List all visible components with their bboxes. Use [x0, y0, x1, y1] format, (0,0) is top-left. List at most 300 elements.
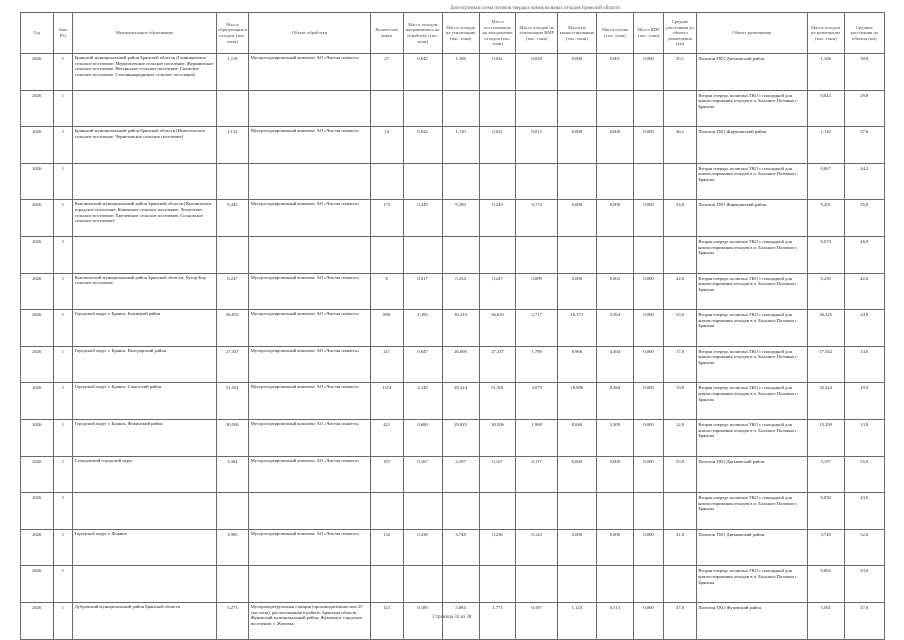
cell-zone: 1 — [53, 90, 73, 127]
cell-m7: 0,000 — [633, 383, 663, 420]
cell-m6: 4,494 — [596, 346, 633, 383]
cell-m7 — [633, 566, 663, 603]
cell-cnt: 175 — [370, 200, 403, 237]
cell-d2: 19,0 — [844, 383, 884, 420]
cell-mass: 1,110 — [216, 54, 249, 91]
cell-m6 — [596, 90, 633, 127]
cell-obj: Мусоросортировочный комплекс АО «Чистая планета» — [249, 456, 371, 493]
cell-m3: 27,337 — [479, 346, 516, 383]
cell-obj: Мусоросортировочный комплекс АО «Чистая планета» — [249, 273, 371, 310]
table-row — [21, 54, 885, 91]
cell-d1: 12,0 — [664, 419, 697, 456]
cell-d2: 30,8 — [844, 54, 884, 91]
cell-m2 — [442, 566, 479, 603]
cell-m5 — [557, 236, 596, 273]
cell-mo: Городской округ г. Брянск, Советский район — [73, 383, 216, 420]
cell-m5: 0,000 — [557, 127, 596, 164]
cell-m3 — [479, 493, 516, 530]
cell-d1: 55,0 — [664, 456, 697, 493]
cell-m5: 0,000 — [557, 54, 596, 91]
cell-year: 2026 — [21, 127, 54, 164]
cell-m4 — [516, 163, 557, 200]
cell-m8: 17,342 — [807, 346, 844, 383]
table-row — [21, 419, 885, 456]
cell-d1 — [664, 236, 697, 273]
cell-d1: 23,0 — [664, 310, 697, 347]
cell-m7: 0,000 — [633, 529, 663, 566]
cell-d2: 47,0 — [844, 602, 884, 639]
cell-d1: 46,1 — [664, 127, 697, 164]
cell-m7: 0,000 — [633, 310, 663, 347]
cell-m3 — [479, 236, 516, 273]
cell-obj: Мусоросортировочный комплекс АО «Чистая планета» — [249, 54, 371, 91]
cell-m5 — [557, 90, 596, 127]
cell-m7: 0,000 — [633, 273, 663, 310]
cell-year: 2026 — [21, 310, 54, 347]
cell-m5: 0,000 — [557, 456, 596, 493]
cell-m4: 3,070 — [516, 383, 557, 420]
cell-m5: 8,846 — [557, 419, 596, 456]
cell-m1 — [403, 90, 442, 127]
cell-d2: 55,0 — [844, 456, 884, 493]
table-row — [21, 163, 885, 200]
cell-m5: 0,000 — [557, 200, 596, 237]
cell-mass: 5,273 — [216, 602, 249, 639]
waste-flow-table — [20, 12, 885, 640]
cell-m7: 0,000 — [633, 54, 663, 91]
cell-m8: 15,299 — [807, 419, 844, 456]
column-header: Масса отходов на утилизацию ВМР (тыс. тонн) — [516, 13, 557, 54]
cell-d1 — [664, 566, 697, 603]
cell-m8: 0,050 — [807, 493, 844, 530]
cell-m7: 0,000 — [633, 127, 663, 164]
cell-m3: 1,773 — [479, 602, 516, 639]
table-header — [21, 13, 885, 54]
cell-m6: 5,309 — [596, 419, 633, 456]
cell-m8: 1,106 — [807, 54, 844, 91]
cell-m6 — [596, 236, 633, 273]
cell-mass — [216, 90, 249, 127]
cell-year: 2026 — [21, 566, 54, 603]
cell-m6 — [596, 163, 633, 200]
cell-m6 — [596, 566, 633, 603]
cell-m2: 5,084 — [442, 602, 479, 639]
cell-m1 — [403, 566, 442, 603]
cell-m3: 0,022 — [479, 127, 516, 164]
cell-zone: 1 — [53, 200, 73, 237]
cell-zone: 1 — [53, 383, 73, 420]
cell-mass: 27,337 — [216, 346, 249, 383]
cell-cnt — [370, 566, 403, 603]
cell-d1: 17,0 — [664, 346, 697, 383]
cell-d1: 19,0 — [664, 383, 697, 420]
cell-m4: 1,789 — [516, 346, 557, 383]
cell-m8: 32,324 — [807, 383, 844, 420]
cell-m8: 0,067 — [807, 163, 844, 200]
cell-m1 — [403, 163, 442, 200]
cell-zone: 1 — [53, 273, 73, 310]
cell-dest: Вторая очередь полигона ТКО с площадкой для компостирования отходов в п. Большое Полпино г. Брянска — [696, 566, 807, 603]
cell-cnt: 14 — [370, 127, 403, 164]
cell-m2: 3,197 — [442, 456, 479, 493]
cell-d1: 47,0 — [664, 602, 697, 639]
cell-m1: 0,167 — [403, 456, 442, 493]
cell-m8: 36,325 — [807, 310, 844, 347]
cell-m6: 0,000 — [596, 456, 633, 493]
cell-d2: 37,6 — [844, 127, 884, 164]
cell-cnt: 8 — [370, 273, 403, 310]
cell-d2: 24,8 — [844, 310, 884, 347]
cell-cnt: 411 — [370, 346, 403, 383]
cell-m8: 3,748 — [807, 529, 844, 566]
cell-year: 2026 — [21, 383, 54, 420]
cell-m3: 30,506 — [479, 419, 516, 456]
cell-m6: 0,001 — [596, 54, 633, 91]
cell-m3: 0,247 — [479, 273, 516, 310]
table-row — [21, 456, 885, 493]
cell-d1 — [664, 90, 697, 127]
cell-cnt — [370, 163, 403, 200]
cell-cnt: 890 — [370, 310, 403, 347]
cell-year: 2026 — [21, 346, 54, 383]
cell-mass: 36,635 — [216, 310, 249, 347]
cell-m5 — [557, 493, 596, 530]
cell-d1: 42,0 — [664, 273, 697, 310]
cell-mass — [216, 493, 249, 530]
cell-m7 — [633, 493, 663, 530]
cell-m4 — [516, 493, 557, 530]
cell-m6: 0,000 — [596, 200, 633, 237]
cell-m1 — [403, 493, 442, 530]
table-banner: Долгосрочная схема потоков твердых коммунальных отходов Брянской области — [450, 6, 620, 11]
cell-m8: 0,043 — [807, 90, 844, 127]
cell-m1: 0,189 — [403, 602, 442, 639]
cell-cnt: 121 — [370, 602, 403, 639]
cell-m7: 0,000 — [633, 456, 663, 493]
cell-obj — [249, 90, 371, 127]
cell-dest: Полигон ТКО Дятьковский район — [696, 54, 807, 91]
cell-m8: 5,561 — [807, 602, 844, 639]
cell-mo — [73, 236, 216, 273]
cell-obj — [249, 493, 371, 530]
cell-m6: 0,000 — [596, 127, 633, 164]
cell-m6 — [596, 493, 633, 530]
cell-m1: 0,236 — [403, 529, 442, 566]
column-header: Зона РО — [53, 13, 73, 54]
cell-m7: 0,000 — [633, 200, 663, 237]
cell-year: 2026 — [21, 419, 54, 456]
cell-m5: 0,000 — [557, 529, 596, 566]
column-header: Масса поступающих на захоронение отходов (тыс. тонн) — [479, 13, 516, 54]
table-row — [21, 493, 885, 530]
cell-dest: Вторая очередь полигона ТКО с площадкой для компостирования отходов в п. Большое Полпино г. Брянска — [696, 236, 807, 273]
cell-zone: 1 — [53, 127, 73, 164]
cell-mo — [73, 566, 216, 603]
cell-d2: 13,0 — [844, 419, 884, 456]
cell-mo: Городской округ г. Брянск, Бежицкий район — [73, 310, 216, 347]
cell-m3: 0,042 — [479, 54, 516, 91]
cell-m1: 0,647 — [403, 346, 442, 383]
cell-d2: 43,0 — [844, 493, 884, 530]
cell-m2 — [442, 90, 479, 127]
cell-m7 — [633, 236, 663, 273]
cell-dest: Вторая очередь полигона ТКО с площадкой для компостирования отходов в п. Большое Полпино г. Брянска — [696, 419, 807, 456]
cell-m7: 0,000 — [633, 419, 663, 456]
table-row — [21, 236, 885, 273]
cell-dest: Полигон ТКО Дятьковский район — [696, 456, 807, 493]
cell-m4: 0,117 — [516, 456, 557, 493]
cell-d2: 29,8 — [844, 90, 884, 127]
cell-zone: 1 — [53, 346, 73, 383]
cell-d1: 45,1 — [664, 54, 697, 91]
cell-year: 2026 — [21, 493, 54, 530]
cell-d2: 43,0 — [844, 566, 884, 603]
cell-dest: Полигон ТКО Жуковский район — [696, 602, 807, 639]
cell-year: 2026 — [21, 90, 54, 127]
cell-m1: 0,680 — [403, 419, 442, 456]
cell-obj — [249, 163, 371, 200]
cell-cnt: 27 — [370, 54, 403, 91]
cell-m7: 0,000 — [633, 346, 663, 383]
cell-m1 — [403, 236, 442, 273]
cell-zone: 1 — [53, 163, 73, 200]
cell-dest: Полигон ТКО Жирятинский район — [696, 127, 807, 164]
cell-dest: Полигон ТКО Дятьковский район — [696, 529, 807, 566]
cell-mass — [216, 566, 249, 603]
cell-d2: 46,9 — [844, 236, 884, 273]
cell-m5 — [557, 566, 596, 603]
column-header: Год — [21, 13, 54, 54]
cell-d1 — [664, 163, 697, 200]
cell-d1: 41,0 — [664, 529, 697, 566]
column-header: Средние расстояния до объекта (км) — [844, 13, 884, 54]
column-header: Муниципальное образование — [73, 13, 216, 54]
cell-d1: 34,0 — [664, 200, 697, 237]
cell-m2: 1,106 — [442, 54, 479, 91]
cell-mo — [73, 163, 216, 200]
cell-mass: 1,132 — [216, 127, 249, 164]
cell-m5: 8,966 — [557, 346, 596, 383]
cell-dest: Вторая очередь полигона ТКО с площадкой для компостирования отходов в п. Большое Полпино г. Брянска — [696, 273, 807, 310]
column-header: Количество ячеек — [370, 13, 403, 54]
table-row — [21, 127, 885, 164]
cell-zone: 1 — [53, 493, 73, 530]
cell-m6: 8,484 — [596, 383, 633, 420]
column-header: Масса образующихся отходов (тыс. тонн) — [216, 13, 249, 54]
cell-m6: 0,000 — [596, 529, 633, 566]
cell-cnt: 107 — [370, 456, 403, 493]
cell-dest: Вторая очередь полигона ТКО с площадкой для компостирования отходов в п. Большое Полпино г. Брянска — [696, 310, 807, 347]
cell-m4: 0,013 — [516, 127, 557, 164]
cell-mo: Выгоничский муниципальный район Брянской области (Выгоничское городское поселение, Кокинское сельское поселение, Лопушское сельское поселение, Хмелевское сельское поселение, Сосновское сельское поселение) — [73, 200, 216, 237]
table-row — [21, 383, 885, 420]
cell-m5: 1,125 — [557, 602, 596, 639]
cell-m3: 0,249 — [479, 200, 516, 237]
cell-dest: Вторая очередь полигона ТКО с площадкой для компостирования отходов в п. Большое Полпино г. Брянска — [696, 493, 807, 530]
cell-obj — [249, 566, 371, 603]
table-row — [21, 602, 885, 639]
cell-m2: 29,825 — [442, 419, 479, 456]
column-header: Средние расстояния до объекта размещения (км) — [664, 13, 697, 54]
cell-obj: Мусоросортировочный комплекс АО «Чистая планета» — [249, 127, 371, 164]
cell-m2 — [442, 236, 479, 273]
table-row — [21, 566, 885, 603]
cell-cnt — [370, 493, 403, 530]
cell-year: 2026 — [21, 163, 54, 200]
cell-year: 2026 — [21, 236, 54, 273]
cell-m5: 16,371 — [557, 310, 596, 347]
cell-m1: 0,042 — [403, 54, 442, 91]
cell-m8: 1,110 — [807, 127, 844, 164]
cell-zone: 1 — [53, 54, 73, 91]
column-header: Масса отсева (тыс. тонн) — [596, 13, 633, 54]
table-row — [21, 90, 885, 127]
column-header: Масса отходов на размещение (тыс. тонн) — [807, 13, 844, 54]
cell-mo: Дубровский муниципальный район Брянской области — [73, 602, 216, 639]
column-header: Масса на компостирование (тыс. тонн) — [557, 13, 596, 54]
cell-d2: 32,0 — [844, 529, 884, 566]
cell-mo: Брянский муниципальный район Брянской области (Новосельское сельское поселение, Чернетовское сельское поселение) — [73, 127, 216, 164]
cell-mo: Брянский муниципальный район Брянской области (Глинищевское сельское поселение, Меркульевское сельское поселение, Журиничское сельское поселение, Нетьинское сельское поселение, Снежское сельское поселение, Стекляннорадицкое сельское поселение) — [73, 54, 216, 91]
cell-m2: 35,243 — [442, 310, 479, 347]
cell-dest: Вторая очередь полигона ТКО с площадкой для компостирования отходов в п. Большое Полпино г. Брянска — [696, 90, 807, 127]
cell-m1: 2,149 — [403, 383, 442, 420]
cell-obj: Мусороперегрузочная станция (производительностью 25 тыс.тонн), расположенная в районе: Брянская область, Жуковский муниципальный район, Жуковское городское поселение, г. Жуковка — [249, 602, 371, 639]
column-header: Объект размещения — [696, 13, 807, 54]
cell-d2: 14,0 — [844, 346, 884, 383]
cell-zone: 1 — [53, 236, 73, 273]
cell-m7 — [633, 163, 663, 200]
cell-mass: 3,364 — [216, 456, 249, 493]
cell-mo: Городской округ г. Фокино — [73, 529, 216, 566]
cell-zone: 1 — [53, 310, 73, 347]
cell-d2: 42,0 — [844, 273, 884, 310]
cell-m4 — [516, 90, 557, 127]
cell-d1 — [664, 493, 697, 530]
cell-zone: 1 — [53, 566, 73, 603]
cell-m8: 0,062 — [807, 566, 844, 603]
cell-year: 2026 — [21, 529, 54, 566]
cell-m6: 5,564 — [596, 310, 633, 347]
cell-m8: 0,230 — [807, 273, 844, 310]
cell-mo: Сельцовский городской округ — [73, 456, 216, 493]
cell-m3: 0,236 — [479, 529, 516, 566]
cell-m3 — [479, 90, 516, 127]
cell-m4: 2,717 — [516, 310, 557, 347]
cell-year: 2026 — [21, 54, 54, 91]
cell-zone: 1 — [53, 419, 73, 456]
cell-mass — [216, 236, 249, 273]
cell-obj: Мусоросортировочный комплекс АО «Чистая планета» — [249, 310, 371, 347]
cell-mass: 9,445 — [216, 200, 249, 237]
cell-m4: 0,174 — [516, 200, 557, 237]
table-row — [21, 529, 885, 566]
cell-cnt: 132 — [370, 529, 403, 566]
cell-m4: 1,968 — [516, 419, 557, 456]
cell-m3 — [479, 163, 516, 200]
cell-m5 — [557, 163, 596, 200]
cell-m5: 0,000 — [557, 273, 596, 310]
cell-obj: Мусоросортировочный комплекс АО «Чистая планета» — [249, 419, 371, 456]
cell-m3: 36,635 — [479, 310, 516, 347]
cell-cnt: 421 — [370, 419, 403, 456]
cell-m3: 51,501 — [479, 383, 516, 420]
cell-m7: 0,000 — [633, 602, 663, 639]
cell-m2: 0,234 — [442, 273, 479, 310]
cell-cnt — [370, 90, 403, 127]
cell-m2: 49,324 — [442, 383, 479, 420]
cell-m3: 0,167 — [479, 456, 516, 493]
cell-m4 — [516, 236, 557, 273]
cell-m7 — [633, 90, 663, 127]
cell-zone: 1 — [53, 602, 73, 639]
cell-obj: Мусоросортировочный комплекс АО «Чистая планета» — [249, 383, 371, 420]
cell-year: 2026 — [21, 602, 54, 639]
cell-dest: Вторая очередь полигона ТКО с площадкой для компостирования отходов в п. Большое Полпино г. Брянска — [696, 346, 807, 383]
cell-m4: 0,187 — [516, 602, 557, 639]
cell-dest: Полигон ТКО Жирятинский район — [696, 200, 807, 237]
cell-m4: 0,020 — [516, 54, 557, 91]
cell-m5: 18,806 — [557, 383, 596, 420]
cell-m2: 1,110 — [442, 127, 479, 164]
cell-m8: 0,073 — [807, 236, 844, 273]
column-header: Масса отходов на утилизацию (тыс. тонн) — [442, 13, 479, 54]
table-body — [21, 54, 885, 640]
cell-m4: 0,009 — [516, 273, 557, 310]
cell-m2: 3,748 — [442, 529, 479, 566]
column-header: Масса отходов направляемых на обработку (тыс. тонн) — [403, 13, 442, 54]
table-row — [21, 273, 885, 310]
cell-obj: Мусоросортировочный комплекс АО «Чистая планета» — [249, 346, 371, 383]
cell-m2: 26,690 — [442, 346, 479, 383]
cell-m6: 0,002 — [596, 273, 633, 310]
cell-d2: 44,2 — [844, 163, 884, 200]
column-header: Объект обработки — [249, 13, 371, 54]
cell-mass: 30,506 — [216, 419, 249, 456]
cell-mass: 51,501 — [216, 383, 249, 420]
cell-m8: 3,197 — [807, 456, 844, 493]
cell-year: 2026 — [21, 273, 54, 310]
table-row — [21, 200, 885, 237]
cell-mass: 0,247 — [216, 273, 249, 310]
cell-dest: Вторая очередь полигона ТКО с площадкой для компостирования отходов в п. Большое Полпино г. Брянска — [696, 383, 807, 420]
cell-zone: 1 — [53, 456, 73, 493]
cell-obj: Мусоросортировочный комплекс АО «Чистая планета» — [249, 529, 371, 566]
cell-m1: 1,392 — [403, 310, 442, 347]
cell-d2: 55,8 — [844, 200, 884, 237]
cell-m2 — [442, 493, 479, 530]
cell-m2: 9,200 — [442, 200, 479, 237]
cell-zone: 1 — [53, 529, 73, 566]
page-number: Страница 32 из 38 — [432, 615, 472, 620]
cell-m1: 0,249 — [403, 200, 442, 237]
cell-year: 2026 — [21, 456, 54, 493]
cell-m3 — [479, 566, 516, 603]
cell-m1: 0,017 — [403, 273, 442, 310]
cell-m6: 0,513 — [596, 602, 633, 639]
cell-cnt — [370, 236, 403, 273]
cell-mo: Городской округ г. Брянск, Фокинский район — [73, 419, 216, 456]
cell-mo: Городской округ г. Брянск, Володарский район — [73, 346, 216, 383]
table-row — [21, 310, 885, 347]
cell-m8: 9,201 — [807, 200, 844, 237]
cell-mo — [73, 493, 216, 530]
column-header: Масса RDF (тыс. тонн) — [633, 13, 663, 54]
cell-dest: Вторая очередь полигона ТКО с площадкой для компостирования отходов в п. Большое Полпино г. Брянска — [696, 163, 807, 200]
cell-mass: 3,985 — [216, 529, 249, 566]
cell-mass — [216, 163, 249, 200]
cell-obj: Мусоросортировочный комплекс АО «Чистая планета» — [249, 200, 371, 237]
